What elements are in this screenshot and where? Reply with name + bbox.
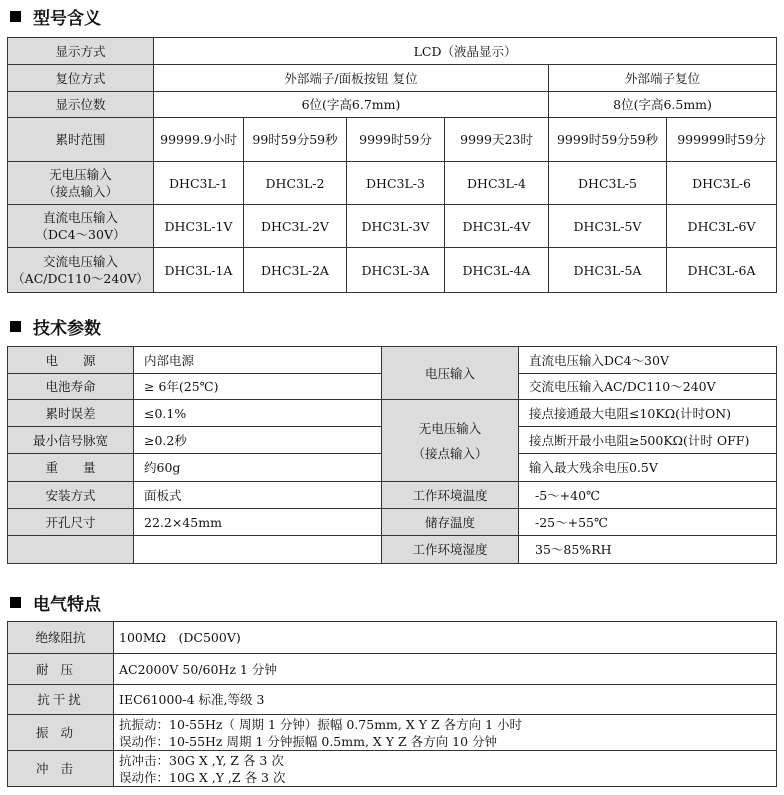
table-row: [8, 248, 777, 293]
weight-label: 重 量: [8, 454, 134, 482]
model-cell: DHC3L-4: [445, 162, 549, 205]
model-cell: DHC3L-6V: [667, 205, 777, 248]
digits-label: 显示位数: [8, 92, 154, 118]
model-cell: DHC3L-4V: [445, 205, 549, 248]
no-voltage-input-value: 接点断开最小电阻≥500KΩ(计时 OFF): [519, 427, 777, 454]
table-row: [8, 622, 777, 654]
model-cell: DHC3L-4A: [445, 248, 549, 293]
table-row: [8, 65, 777, 92]
table-row: [8, 92, 777, 118]
table-row: [8, 751, 777, 787]
range-label: 累时范围: [8, 118, 154, 162]
model-cell: DHC3L-2V: [244, 205, 347, 248]
mounting-label: 安装方式: [8, 482, 134, 509]
table-row: [8, 118, 777, 162]
operating-temp-value: -5～+40℃: [519, 482, 777, 509]
model-cell: DHC3L-5V: [549, 205, 667, 248]
range-cell: 9999时59分: [347, 118, 445, 162]
withstand-voltage-value: AC2000V 50/60Hz 1 分钟: [114, 654, 777, 685]
min-pulse-label: 最小信号脉宽: [8, 427, 134, 454]
empty-label: [8, 536, 134, 564]
power-label: 电 源: [8, 347, 134, 374]
cutout-label: 开孔尺寸: [8, 509, 134, 536]
reset-mode-value-b: 外部端子复位: [549, 65, 777, 92]
voltage-input-value: 直流电压输入DC4～30V: [519, 347, 777, 374]
no-voltage-input-value: 输入最大残余电压0.5V: [519, 454, 777, 482]
interference-value: IEC61000-4 标准,等级 3: [114, 685, 777, 715]
model-cell: DHC3L-1V: [154, 205, 244, 248]
operating-humidity-value: 35～85%RH: [519, 536, 777, 564]
voltage-input-value: 交流电压输入AC/DC110～240V: [519, 374, 777, 400]
model-cell: DHC3L-2: [244, 162, 347, 205]
digits-value-b: 8位(字高6.5mm): [549, 92, 777, 118]
model-cell: DHC3L-1: [154, 162, 244, 205]
range-cell: 9999天23时: [445, 118, 549, 162]
storage-temp-value: -25～+55℃: [519, 509, 777, 536]
table-row: [8, 162, 777, 205]
no-voltage-input-value: 接点接通最大电阻≤10KΩ(计时ON): [519, 400, 777, 427]
reset-mode-label: 复位方式: [8, 65, 154, 92]
table-row: [8, 347, 777, 374]
voltage-input-label: 电压输入: [382, 347, 519, 400]
shock-value: 抗冲击：30G X ,Y, Z 各 3 次 误动作：10G X ,Y ,Z 各 3 次: [114, 751, 777, 787]
input-type-label: 交流电压输入 （AC/DC110～240V）: [8, 248, 154, 293]
table-row: [8, 509, 777, 536]
time-error-label: 累时误差: [8, 400, 134, 427]
range-cell: 99时59分59秒: [244, 118, 347, 162]
shock-label: 冲击: [8, 751, 114, 787]
model-cell: DHC3L-3V: [347, 205, 445, 248]
withstand-voltage-label: 耐压: [8, 654, 114, 685]
display-mode-label: 显示方式: [8, 38, 154, 65]
vibration-value: 抗振动：10-55Hz（ 周期 1 分钟）振幅 0.75mm, X Y Z 各方向 1 小时 误动作：10-55Hz 周期 1 分钟振幅 0.5mm, X Y Z 各方向 10 分钟: [114, 715, 777, 751]
square-bullet-icon: [10, 597, 21, 608]
model-table: [7, 37, 777, 293]
range-cell: 9999时59分59秒: [549, 118, 667, 162]
time-error-value: ≤0.1%: [134, 400, 382, 427]
storage-temp-label: 储存温度: [382, 509, 519, 536]
table-row: [8, 536, 777, 564]
power-value: 内部电源: [134, 347, 382, 374]
empty-value: [134, 536, 382, 564]
range-cell: 99999.9小时: [154, 118, 244, 162]
table-row: [8, 38, 777, 65]
weight-value: 约60g: [134, 454, 382, 482]
battery-life-value: ≥ 6年(25℃): [134, 374, 382, 400]
model-cell: DHC3L-5: [549, 162, 667, 205]
reset-mode-value-a: 外部端子/面板按钮 复位: [154, 65, 549, 92]
no-voltage-input-label: 无电压输入 （接点输入）: [382, 400, 519, 482]
section-title-tech: 技术参数: [10, 314, 101, 339]
model-cell: DHC3L-5A: [549, 248, 667, 293]
table-row: [8, 685, 777, 715]
interference-label: 抗干扰: [8, 685, 114, 715]
table-row: [8, 205, 777, 248]
input-type-label: 无电压输入 （接点输入）: [8, 162, 154, 205]
insulation-label: 绝缘阻抗: [8, 622, 114, 654]
model-cell: DHC3L-2A: [244, 248, 347, 293]
operating-temp-label: 工作环境温度: [382, 482, 519, 509]
table-row: [8, 400, 777, 427]
section-title-model: 型号含义: [10, 4, 101, 29]
cutout-value: 22.2×45mm: [134, 509, 382, 536]
operating-humidity-label: 工作环境湿度: [382, 536, 519, 564]
mounting-value: 面板式: [134, 482, 382, 509]
model-cell: DHC3L-3: [347, 162, 445, 205]
model-cell: DHC3L-1A: [154, 248, 244, 293]
battery-life-label: 电池寿命: [8, 374, 134, 400]
elec-table: [7, 621, 777, 787]
table-row: [8, 715, 777, 751]
table-row: [8, 654, 777, 685]
model-cell: DHC3L-3A: [347, 248, 445, 293]
tech-table: [7, 346, 777, 564]
input-type-label: 直流电压输入 （DC4～30V）: [8, 205, 154, 248]
min-pulse-value: ≥0.2秒: [134, 427, 382, 454]
vibration-label: 振动: [8, 715, 114, 751]
display-mode-value: LCD（液晶显示）: [154, 38, 777, 65]
range-cell: 999999时59分: [667, 118, 777, 162]
section-title-elec: 电气特点: [10, 590, 101, 615]
table-row: [8, 482, 777, 509]
insulation-value: 100MΩ (DC500V): [114, 622, 777, 654]
square-bullet-icon: [10, 11, 21, 22]
square-bullet-icon: [10, 321, 21, 332]
model-cell: DHC3L-6: [667, 162, 777, 205]
digits-value-a: 6位(字高6.7mm): [154, 92, 549, 118]
model-cell: DHC3L-6A: [667, 248, 777, 293]
